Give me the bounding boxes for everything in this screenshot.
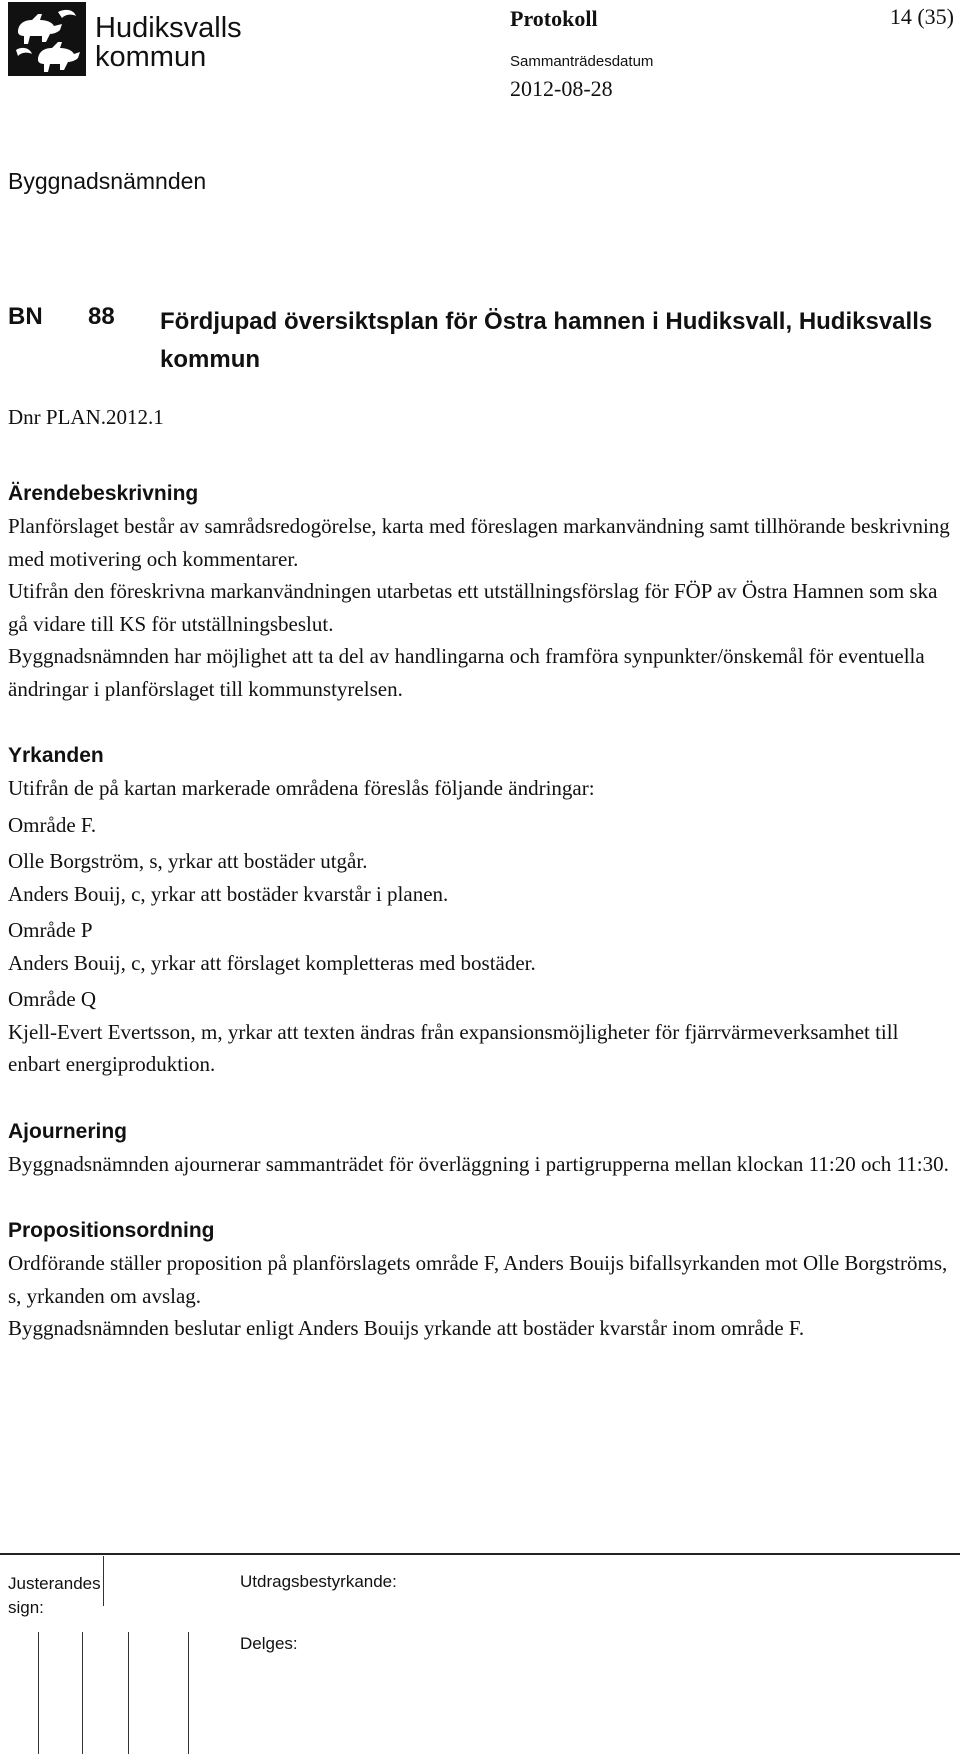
- goat-emblem-logo-icon: [8, 2, 86, 76]
- diary-number: Dnr PLAN.2012.1: [8, 405, 164, 429]
- area-q-label: Område Q: [8, 987, 97, 1011]
- section-heading-proposition: Propositionsordning: [8, 1219, 215, 1242]
- delges-label: Delges:: [240, 1634, 298, 1653]
- proposition-paragraph-2: Byggnadsnämnden beslutar enligt Anders Bouijs yrkande att bostäder kvarstår inom område F.: [8, 1316, 805, 1340]
- sign-box-divider: [188, 1632, 189, 1754]
- footer-divider: [0, 1553, 960, 1555]
- logo-wordmark-line2: kommun: [95, 41, 207, 73]
- proposition-paragraph-1: Ordförande ställer proposition på planförslagets område F, Anders Bouijs bifallsyrkanden mot Olle Borgströms, s, yrkanden om avslag.: [8, 1251, 948, 1308]
- arende-paragraph-1: Planförslaget består av samrådsredogörelse, karta med föreslagen markanvändning samt tillhörande beskrivning med motivering och kommentarer.: [8, 514, 950, 571]
- sign-box-divider: [103, 1556, 104, 1606]
- area-p-label: Område P: [8, 918, 93, 942]
- justerandes-sign-label: Justerandes sign:: [8, 1574, 101, 1617]
- arende-paragraph-3: Byggnadsnämnden har möjlighet att ta del av handlingarna och framföra synpunkter/önskemål för eventuella ändringar i planförslaget till kommunstyrelsen.: [8, 644, 925, 701]
- ajournering-text: Byggnadsnämnden ajournerar sammanträdet för överläggning i partigrupperna mellan klockan 11:20 och 11:30.: [8, 1151, 949, 1176]
- area-q-motion-1: Kjell-Evert Evertsson, m, yrkar att texten ändras från expansionsmöjligheter för fjärrvärmeverksamhet till enbart energiproduktion.: [8, 1019, 899, 1076]
- date-label: Sammanträdesdatum: [510, 53, 654, 70]
- area-f-motion-2: Anders Bouij, c, yrkar att bostäder kvarstår i planen.: [8, 881, 449, 906]
- area-p-motion-1: Anders Bouij, c, yrkar att förslaget kompletteras med bostäder.: [8, 950, 536, 975]
- meeting-date: 2012-08-28: [510, 76, 613, 101]
- sign-box-divider: [82, 1632, 83, 1754]
- committee-name: Byggnadsnämnden: [8, 168, 207, 194]
- logo-wordmark: [95, 14, 242, 72]
- section-heading-ajournering: Ajournering: [8, 1119, 127, 1143]
- logo-wordmark-line1: Hudiksvalls: [95, 12, 242, 44]
- area-f-label: Område F.: [8, 812, 97, 837]
- item-label: BN: [8, 303, 43, 330]
- section-heading-yrkanden: Yrkanden: [8, 744, 104, 767]
- sign-box-divider: [38, 1632, 39, 1754]
- area-f-motion-1: Olle Borgström, s, yrkar att bostäder utgår.: [8, 849, 368, 873]
- sign-box-divider: [128, 1632, 129, 1754]
- document-body: [8, 478, 953, 1345]
- doc-type: Protokoll: [510, 6, 598, 31]
- item-title: Fördjupad översiktsplan för Östra hamnen i Hudiksvall, Hudiksvalls kommun: [160, 308, 933, 373]
- arende-paragraph-2: Utifrån den föreskrivna markanvändningen utarbetas ett utställningsförslag för FÖP av Östra Hamnen som ska gå vidare till KS för utställningsbeslut.: [8, 579, 938, 636]
- page-number: 14 (35): [889, 4, 954, 29]
- utdragsbestyrkande-label: Utdragsbestyrkande:: [240, 1572, 397, 1591]
- section-heading-arende: Ärendebeskrivning: [8, 482, 199, 505]
- yrkanden-intro: Utifrån de på kartan markerade områdena föreslås följande ändringar:: [8, 776, 595, 800]
- item-number: 88: [88, 303, 115, 330]
